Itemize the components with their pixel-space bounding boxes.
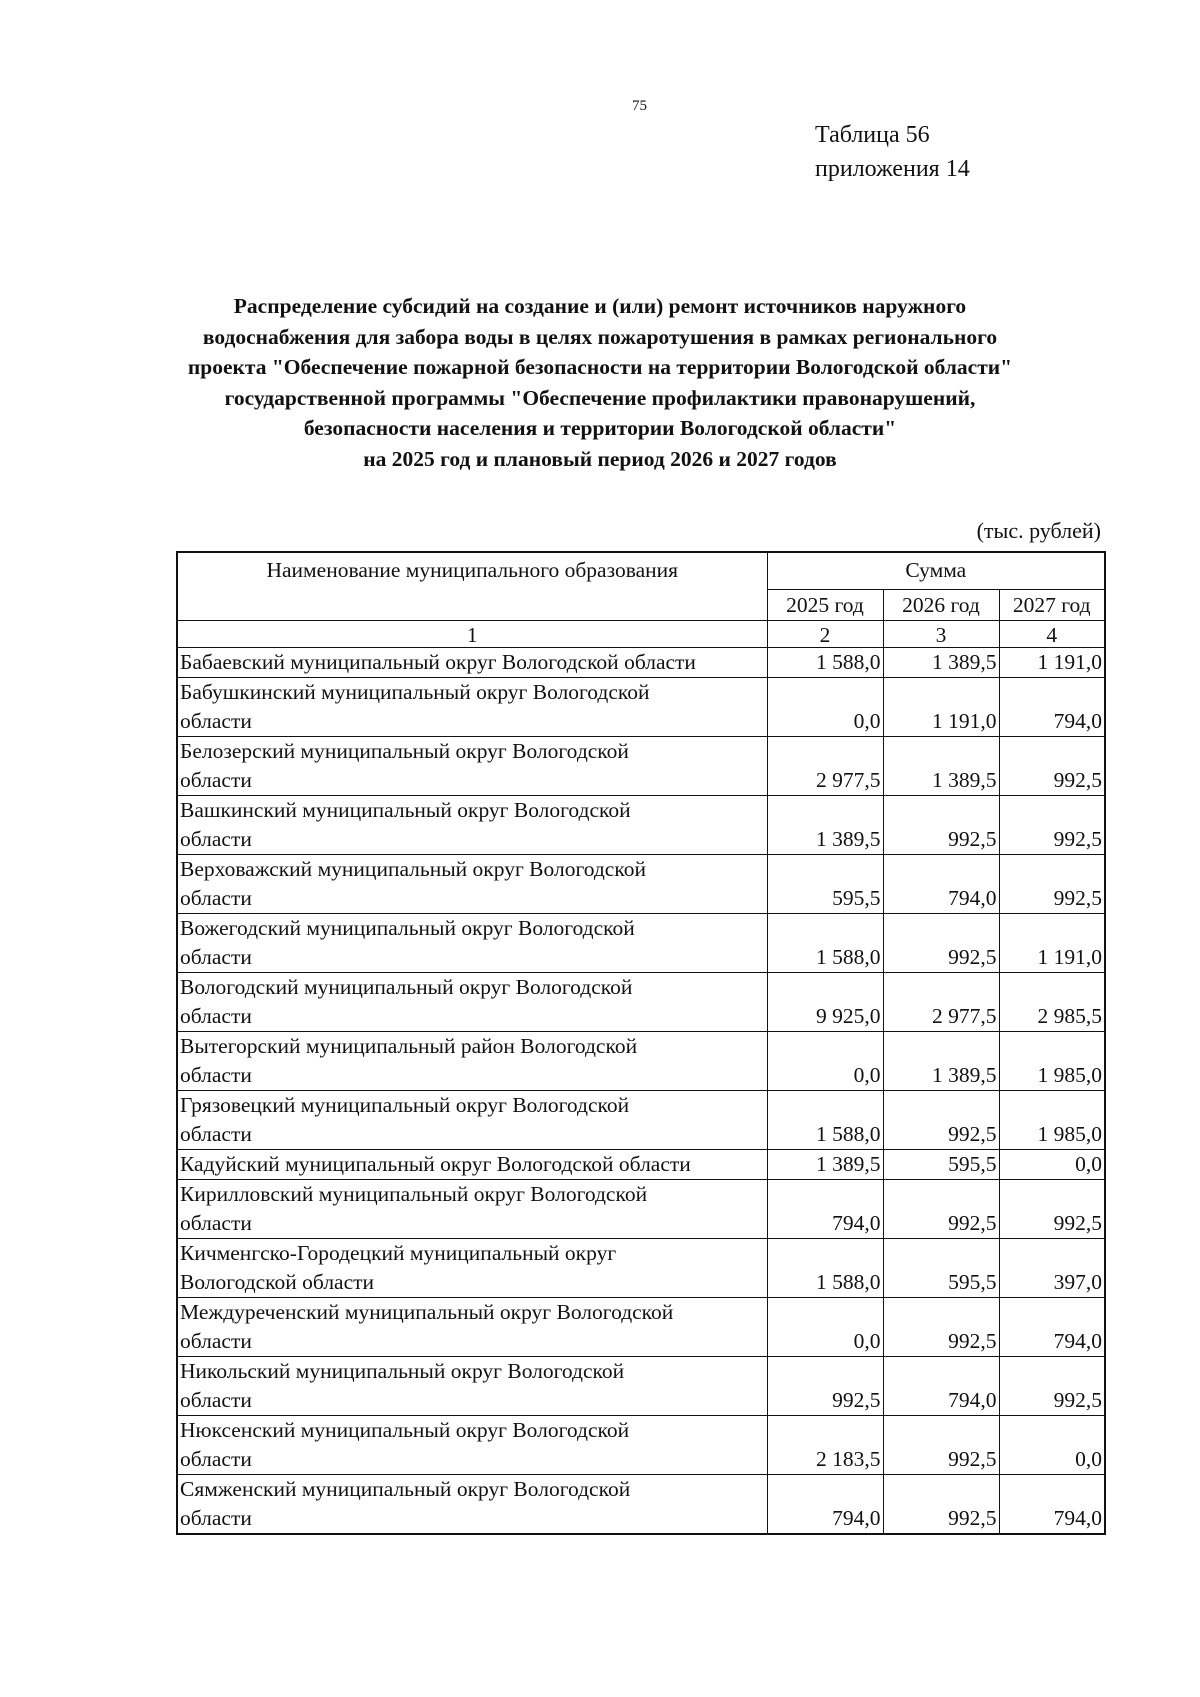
- amount-cell-2026: 794,0: [883, 1357, 999, 1416]
- title-line: проекта "Обеспечение пожарной безопасности на территории Вологодской области": [187, 355, 1013, 379]
- amount-cell-2027: 397,0: [999, 1239, 1105, 1298]
- year-cell: 2026 год: [883, 590, 999, 621]
- municipality-name-line: области: [180, 768, 252, 792]
- year-cell: 2025 год: [767, 590, 883, 621]
- amount-cell-2025: 1 588,0: [767, 914, 883, 973]
- amount-cell-2025: 0,0: [767, 1032, 883, 1091]
- amount-cell-2025: 1 588,0: [767, 1091, 883, 1150]
- column-number-cell: 3: [883, 621, 999, 648]
- table-row: [177, 737, 1105, 796]
- municipality-name-cell: [177, 973, 767, 1032]
- municipality-name-line: Вожегодский муниципальный округ Вологодской: [180, 916, 635, 940]
- table-row: [177, 1357, 1105, 1416]
- table-row: [177, 1416, 1105, 1475]
- amount-cell-2025: 2 977,5: [767, 737, 883, 796]
- municipality-name-line: области: [180, 709, 252, 733]
- municipality-name-line: Сямженский муниципальный округ Вологодской: [180, 1477, 631, 1501]
- amount-cell-2025: 1 588,0: [767, 1239, 883, 1298]
- title-line: Распределение субсидий на создание и (или) ремонт источников наружного: [233, 294, 967, 318]
- table-row: [177, 1091, 1105, 1150]
- amount-cell-2025: 0,0: [767, 1298, 883, 1357]
- municipality-name-line: Верховажский муниципальный округ Вологодской: [180, 857, 646, 881]
- municipality-name-cell: [177, 1032, 767, 1091]
- amount-cell-2026: 992,5: [883, 1416, 999, 1475]
- amount-cell-2027: 1 191,0: [999, 914, 1105, 973]
- table-row: [177, 678, 1105, 737]
- table-row: [177, 1180, 1105, 1239]
- table-row: [177, 648, 1105, 678]
- municipality-name-line: Нюксенский муниципальный округ Вологодской: [180, 1418, 630, 1442]
- amount-cell-2027: 1 191,0: [999, 648, 1105, 678]
- amount-cell-2027: 794,0: [999, 678, 1105, 737]
- title-line: государственной программы "Обеспечение профилактики правонарушений,: [224, 385, 976, 410]
- table-row: [177, 796, 1105, 855]
- municipality-name-cell: [177, 796, 767, 855]
- amount-cell-2027: 0,0: [999, 1416, 1105, 1475]
- amount-cell-2027: 992,5: [999, 855, 1105, 914]
- municipality-name-cell: [177, 1298, 767, 1357]
- municipality-name-line: области: [180, 945, 252, 969]
- municipality-name-cell: [177, 1180, 767, 1239]
- title-line: безопасности населения и территории Вологодской области": [303, 416, 897, 440]
- amount-cell-2027: 992,5: [999, 1357, 1105, 1416]
- table-reference: [815, 118, 970, 186]
- amount-cell-2025: 595,5: [767, 855, 883, 914]
- municipality-name-line: области: [180, 1329, 252, 1353]
- municipality-name-cell: [177, 1150, 767, 1180]
- table-row: [177, 1150, 1105, 1180]
- amount-cell-2026: 595,5: [883, 1150, 999, 1180]
- table-row: [177, 1298, 1105, 1357]
- amount-cell-2027: 794,0: [999, 1298, 1105, 1357]
- municipality-name-line: Вашкинский муниципальный округ Вологодской: [180, 798, 631, 822]
- municipality-name-line: области: [180, 1063, 252, 1087]
- document-title: [150, 291, 1050, 474]
- column-number-cell: 4: [999, 621, 1105, 648]
- amount-cell-2027: 1 985,0: [999, 1091, 1105, 1150]
- table-row: [177, 1032, 1105, 1091]
- municipality-name-cell: [177, 914, 767, 973]
- municipality-name-line: Грязовецкий муниципальный округ Вологодской: [180, 1093, 630, 1117]
- table-row: [177, 1475, 1105, 1535]
- municipality-name-cell: [177, 1091, 767, 1150]
- amount-cell-2026: 992,5: [883, 1298, 999, 1357]
- amount-cell-2026: 1 389,5: [883, 1032, 999, 1091]
- municipality-name-line: области: [180, 1388, 252, 1412]
- subsidy-table: [176, 551, 1106, 1535]
- municipality-name-line: Вологодский муниципальный округ Вологодской: [180, 975, 633, 999]
- municipality-name-cell: [177, 1416, 767, 1475]
- amount-cell-2026: 992,5: [883, 1180, 999, 1239]
- amount-cell-2026: 1 389,5: [883, 737, 999, 796]
- municipality-name-cell: [177, 1357, 767, 1416]
- municipality-name-line: Кадуйский муниципальный округ Вологодской области: [180, 1152, 691, 1176]
- title-line: водоснабжения для забора воды в целях пожаротушения в рамках регионального: [202, 324, 998, 349]
- amount-cell-2025: 1 389,5: [767, 1150, 883, 1180]
- column-numbers-row: [177, 621, 1105, 648]
- municipality-name-line: Междуреченский муниципальный округ Вологодской: [180, 1300, 674, 1324]
- municipality-name-cell: [177, 737, 767, 796]
- amount-cell-2025: 992,5: [767, 1357, 883, 1416]
- amount-cell-2027: 2 985,5: [999, 973, 1105, 1032]
- municipality-name-cell: [177, 1239, 767, 1298]
- municipality-name-line: области: [180, 1447, 252, 1471]
- amount-cell-2026: 992,5: [883, 1091, 999, 1150]
- amount-cell-2027: 992,5: [999, 796, 1105, 855]
- amount-cell-2027: 1 985,0: [999, 1032, 1105, 1091]
- municipality-name-line: Белозерский муниципальный округ Вологодской: [180, 739, 629, 763]
- municipality-name-cell: [177, 678, 767, 737]
- appendix-reference-line: приложения 14: [815, 156, 970, 182]
- amount-cell-2026: 595,5: [883, 1239, 999, 1298]
- municipality-name-line: области: [180, 886, 252, 910]
- amount-cell-2025: 2 183,5: [767, 1416, 883, 1475]
- municipality-name-line: Кирилловский муниципальный округ Вологодской: [180, 1182, 648, 1206]
- municipality-name-line: области: [180, 1122, 252, 1146]
- column-number-cell: 2: [767, 621, 883, 648]
- municipality-name-line: области: [180, 1211, 252, 1235]
- amount-cell-2027: 992,5: [999, 1180, 1105, 1239]
- amount-cell-2025: 1 389,5: [767, 796, 883, 855]
- amount-cell-2025: 0,0: [767, 678, 883, 737]
- amount-cell-2026: 794,0: [883, 855, 999, 914]
- amount-cell-2025: 794,0: [767, 1180, 883, 1239]
- municipality-name-cell: [177, 855, 767, 914]
- municipality-name-line: Никольский муниципальный округ Вологодской: [180, 1359, 625, 1383]
- table-row: [177, 914, 1105, 973]
- header-sum-cell: Сумма: [767, 552, 1105, 590]
- amount-cell-2026: 1 389,5: [883, 648, 999, 678]
- page-number: 75: [632, 98, 647, 114]
- table-row: [177, 973, 1105, 1032]
- amount-cell-2026: 992,5: [883, 1475, 999, 1535]
- table-header-row: [177, 552, 1105, 590]
- municipality-name-line: области: [180, 1004, 252, 1028]
- amount-cell-2026: 2 977,5: [883, 973, 999, 1032]
- title-line: на 2025 год и плановый период 2026 и 2027 годов: [363, 446, 837, 471]
- amount-cell-2025: 794,0: [767, 1475, 883, 1535]
- amount-cell-2027: 794,0: [999, 1475, 1105, 1535]
- header-name-cell: Наименование муниципального образования: [177, 552, 767, 621]
- amount-cell-2027: 0,0: [999, 1150, 1105, 1180]
- municipality-name-cell: [177, 648, 767, 678]
- municipality-name-cell: [177, 1475, 767, 1535]
- year-cell: 2027 год: [999, 590, 1105, 621]
- amount-cell-2026: 992,5: [883, 914, 999, 973]
- amount-cell-2025: 9 925,0: [767, 973, 883, 1032]
- municipality-name-line: Вологодской области: [180, 1270, 375, 1294]
- table-row: [177, 855, 1105, 914]
- municipality-name-line: Бабаевский муниципальный округ Вологодской области: [180, 650, 696, 674]
- table-reference-line: Таблица 56: [815, 122, 930, 148]
- amount-cell-2026: 992,5: [883, 796, 999, 855]
- amount-cell-2027: 992,5: [999, 737, 1105, 796]
- municipality-name-line: области: [180, 827, 252, 851]
- municipality-name-line: области: [180, 1506, 252, 1530]
- amount-cell-2026: 1 191,0: [883, 678, 999, 737]
- municipality-name-line: Бабушкинский муниципальный округ Вологодской: [180, 680, 650, 704]
- column-number-cell: 1: [177, 621, 767, 648]
- municipality-name-line: Кичменгско-Городецкий муниципальный округ: [180, 1241, 617, 1265]
- table-row: [177, 1239, 1105, 1298]
- units-label: (тыс. рублей): [976, 518, 1101, 543]
- municipality-name-line: Вытегорский муниципальный район Вологодской: [180, 1034, 638, 1058]
- amount-cell-2025: 1 588,0: [767, 648, 883, 678]
